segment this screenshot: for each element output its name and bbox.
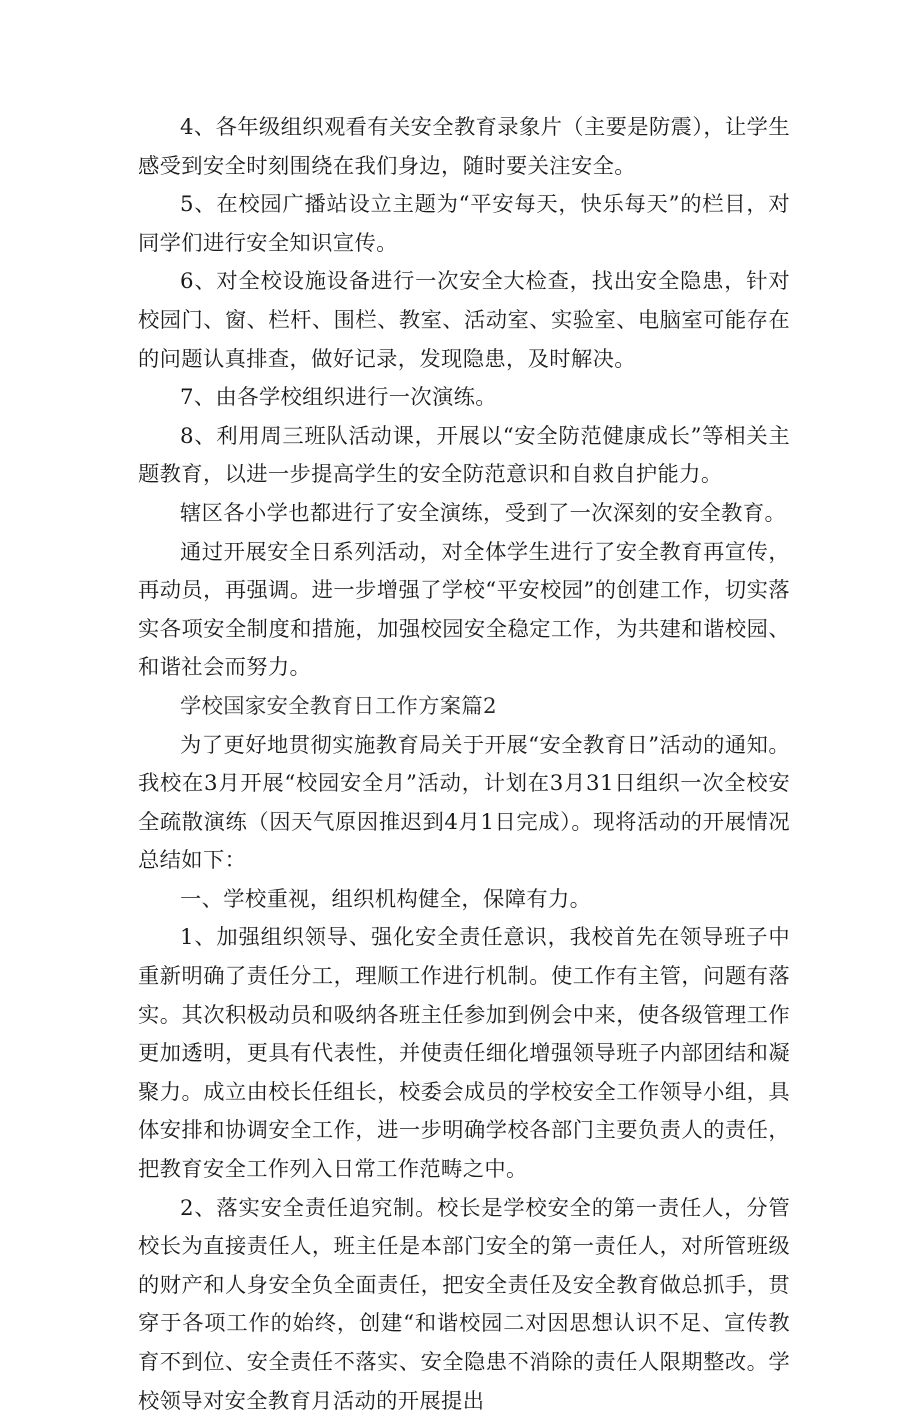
paragraph-item-5: 5、在校园广播站设立主题为“平安每天，快乐每天”的栏目，对同学们进行安全知识宣传。 xyxy=(138,192,790,256)
paragraph-item-4: 4、各年级组织观看有关安全教育录象片（主要是防震），让学生感受到安全时刻围绕在我们身边，随时要关注安全。 xyxy=(138,115,790,179)
paragraph-item-8: 8、利用周三班队活动课，开展以“安全防范健康成长”等相关主题教育，以进一步提高学生的安全防范意识和自救自护能力。 xyxy=(138,423,790,488)
paragraph-section-one: 一、学校重视，组织机构健全，保障有力。 xyxy=(180,886,592,912)
paragraph-summary: 通过开展安全日系列活动，对全体学生进行了安全教育再宣传，再动员，再强调。进一步增强了学校“平安校园”的创建工作，切实落实各项安全制度和措施，加强校园安全稳定工作，为共建和谐校园、和谐社会而努力。 xyxy=(138,539,790,681)
paragraph-intro: 为了更好地贯彻实施教育局关于开展“安全教育日”活动的通知。我校在3月开展“校园安全月”活动，计划在3月31日组织一次全校安全疏散演练（因天气原因推迟到4月1日完成）。现将活动的开展情况总结如下： xyxy=(138,732,790,874)
paragraph-item-6: 6、对全校设施设备进行一次安全大检查，找出安全隐患，针对校园门、窗、栏杆、围栏、教室、活动室、实验室、电脑室可能存在的问题认真排查，做好记录，发现隐患，及时解决。 xyxy=(138,269,790,372)
paragraph-item-7: 7、由各学校组织进行一次演练。 xyxy=(180,385,497,411)
section-heading-part-2: 学校国家安全教育日工作方案篇2 xyxy=(180,693,497,719)
paragraph-organization: 1、加强组织领导、强化安全责任意识，我校首先在领导班子中重新明确了责任分工，理顺工作进行机制。使工作有主管，问题有落实。其次积极动员和吸纳各班主任参加到例会中来，使各级管理工作更加透明，更具有代表性，并使责任细化增强领导班子内部团结和凝聚力。成立由校长任组长，校委会成员的学校安全工作领导小组，具体安排和协调安全工作，进一步明确学校各部门主要负责人的责任，把教育安全工作列入日常工作范畴之中。 xyxy=(138,925,790,1183)
document-body xyxy=(138,109,790,1421)
paragraph-responsibility: 2、落实安全责任追究制。校长是学校安全的第一责任人，分管校长为直接责任人，班主任是本部门安全的第一责任人，对所管班级的财产和人身安全负全面责任，把安全责任及安全教育做总抓手，贯穿于各项工作的始终，创建“和谐校园二对因思想认识不足、宣传教育不到位、安全责任不落实、安全隐患不消除的责任人限期整改。学校领导对安全教育月活动的开展提出 xyxy=(138,1195,790,1414)
paragraph-district-drill: 辖区各小学也都进行了安全演练，受到了一次深刻的安全教育。 xyxy=(180,500,787,526)
